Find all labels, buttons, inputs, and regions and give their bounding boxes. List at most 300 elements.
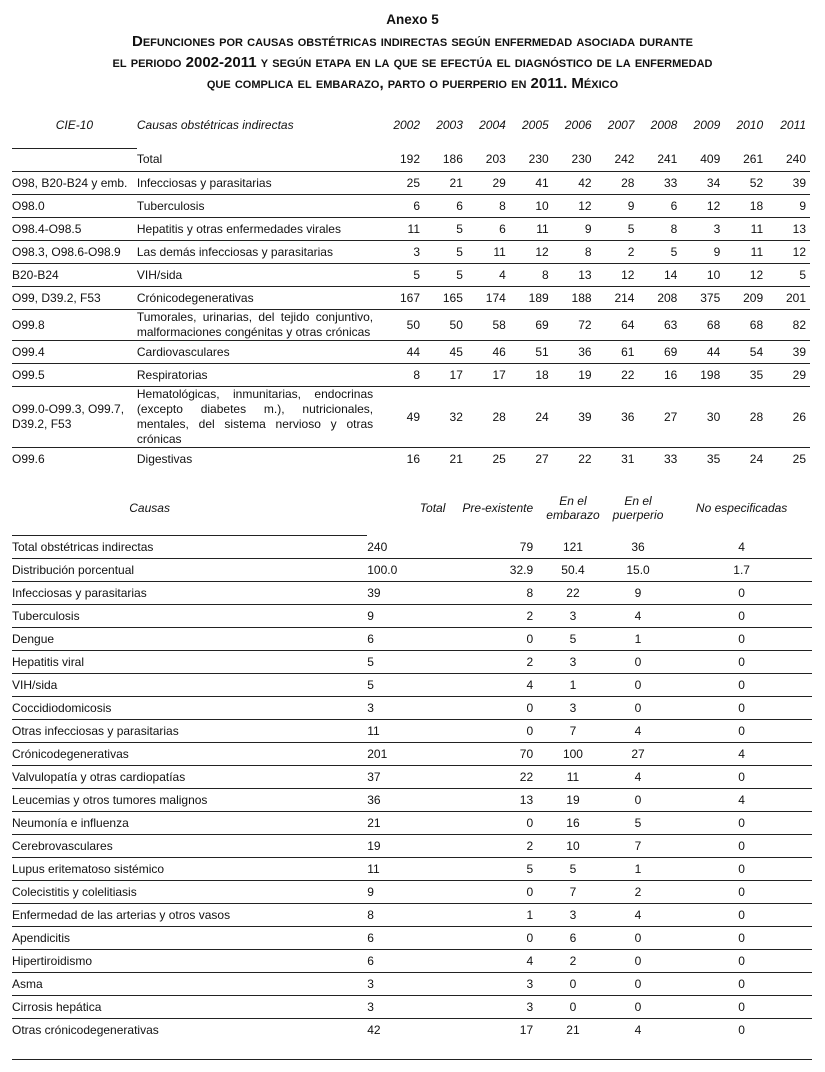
table-row (12, 241, 810, 264)
stage-value: 2 (541, 950, 605, 973)
year-value: 8 (381, 364, 424, 387)
year-value: 12 (724, 264, 767, 287)
cause-name: Cardiovasculares (137, 341, 381, 364)
year-value: 11 (510, 218, 553, 241)
year-value: 30 (681, 387, 724, 448)
stage-value: 2 (457, 651, 541, 674)
column-header: Causas (129, 501, 170, 515)
cause-name: Asma (12, 973, 367, 996)
stage-value: 6 (541, 927, 605, 950)
table-row (12, 651, 812, 674)
year-value: 2 (596, 241, 639, 264)
stage-value: 1 (605, 858, 671, 881)
stage-value: 0 (541, 996, 605, 1019)
stage-value: 0 (457, 812, 541, 835)
cause-name: Hepatitis y otras enfermedades virales (137, 218, 381, 241)
year-value: 375 (681, 287, 724, 310)
year-value: 409 (681, 149, 724, 172)
year-value: 3 (381, 241, 424, 264)
year-value: 9 (767, 195, 810, 218)
stage-value: 11 (367, 858, 457, 881)
cause-name: Hipertiroidismo (12, 950, 367, 973)
stage-value: 9 (367, 881, 457, 904)
cause-name: Otras infecciosas y parasitarias (12, 720, 367, 743)
stage-value: 11 (367, 720, 457, 743)
cause-name: Digestivas (136, 451, 193, 466)
header-year: 2011 (780, 118, 806, 132)
year-value: 35 (724, 364, 767, 387)
year-value: 9 (596, 195, 639, 218)
stage-value: 4 (671, 743, 812, 766)
year-value: 45 (424, 341, 467, 364)
stage-value: 0 (457, 927, 541, 950)
stage-value: 2 (457, 605, 541, 628)
stage-value: 22 (457, 766, 541, 789)
year-value: 8 (638, 218, 681, 241)
cause-name: Las demás infecciosas y parasitarias (137, 241, 381, 264)
year-value: 201 (767, 287, 810, 310)
year-value: 208 (638, 287, 681, 310)
header-year: 2007 (607, 118, 635, 132)
stage-value: 0 (541, 973, 605, 996)
year-value: 36 (553, 341, 596, 364)
stage-value: 1 (541, 674, 605, 697)
year-value: 214 (596, 287, 639, 310)
year-value: 192 (381, 149, 424, 172)
deaths-by-stage-table (12, 494, 812, 1041)
stage-value: 0 (671, 605, 812, 628)
table-row (12, 264, 810, 287)
stage-value: 36 (605, 536, 671, 559)
table-row (12, 195, 810, 218)
year-value: 54 (724, 341, 767, 364)
table-row (12, 835, 812, 858)
stage-value: 3 (541, 697, 605, 720)
stage-value: 3 (541, 605, 605, 628)
stage-value: 0 (671, 582, 812, 605)
cause-name: Otras crónicodegenerativas (12, 1023, 159, 1037)
stage-value: 0 (671, 996, 812, 1019)
cause-name: Hepatitis viral (12, 651, 367, 674)
cie10-code: O98.4-O98.5 (12, 218, 137, 241)
stage-value: 0 (671, 881, 812, 904)
stage-value: 39 (367, 582, 457, 605)
cause-name: Dengue (12, 628, 367, 651)
stage-value: 79 (457, 536, 541, 559)
stage-value: 0 (605, 651, 671, 674)
cause-name: VIH/sida (137, 264, 381, 287)
stage-value: 9 (367, 605, 457, 628)
table-row (12, 927, 812, 950)
year-value: 174 (467, 287, 510, 310)
header-year: 2003 (436, 118, 463, 132)
year-value: 21 (449, 451, 463, 466)
year-value: 33 (638, 172, 681, 195)
stage-value: 36 (367, 789, 457, 812)
year-value: 44 (681, 341, 724, 364)
year-value: 16 (638, 364, 681, 387)
table-row (12, 387, 810, 448)
table-header-row (12, 494, 812, 522)
year-value: 189 (510, 287, 553, 310)
table-row (12, 904, 812, 927)
stage-value: 4 (605, 720, 671, 743)
year-value: 39 (767, 341, 810, 364)
stage-value: 0 (671, 927, 812, 950)
year-value: 63 (638, 310, 681, 341)
year-value: 58 (467, 310, 510, 341)
table-row (12, 996, 812, 1019)
spacer-row (12, 136, 810, 149)
cause-name: Enfermedad de las arterias y otros vasos (12, 904, 367, 927)
table-row (12, 287, 810, 310)
stage-value: 0 (671, 674, 812, 697)
stage-value: 3 (367, 996, 457, 1019)
year-value: 61 (596, 341, 639, 364)
year-value: 32 (424, 387, 467, 448)
year-value: 68 (724, 310, 767, 341)
stage-value: 0 (605, 674, 671, 697)
year-value: 24 (510, 387, 553, 448)
year-value: 10 (510, 195, 553, 218)
total-row (12, 149, 810, 172)
stage-value: 6 (367, 927, 457, 950)
year-value: 19 (553, 364, 596, 387)
table-header-row (12, 114, 810, 136)
year-value: 12 (767, 241, 810, 264)
stage-value: 0 (605, 950, 671, 973)
year-value: 18 (510, 364, 553, 387)
stage-value: 19 (541, 789, 605, 812)
table-row (12, 812, 812, 835)
cause-name: Infecciosas y parasitarias (12, 582, 367, 605)
header-year: 2008 (650, 118, 678, 132)
cause-name: Respiratorias (137, 364, 381, 387)
stage-value: 5 (367, 674, 457, 697)
cause-name: Hematológicas, inmunitarias, endocrinas (excepto diabetes m.), nutricionales, mentales, del sistema nervioso y otras crónicas (137, 387, 381, 448)
cause-name: Crónicodegenerativas (12, 743, 367, 766)
year-value: 11 (724, 218, 767, 241)
year-value: 42 (553, 172, 596, 195)
stage-value: 121 (541, 536, 605, 559)
deaths-by-year-table (12, 114, 810, 470)
year-value: 241 (638, 149, 681, 172)
stage-value: 2 (457, 835, 541, 858)
stage-value: 0 (671, 720, 812, 743)
stage-value: 17 (519, 1023, 534, 1037)
year-value: 188 (553, 287, 596, 310)
stage-value: 27 (605, 743, 671, 766)
stage-value: 0 (671, 904, 812, 927)
stage-value: 2 (605, 881, 671, 904)
stage-value: 3 (541, 651, 605, 674)
year-value: 29 (467, 172, 510, 195)
year-value: 17 (424, 364, 467, 387)
year-value: 5 (424, 218, 467, 241)
year-value: 25 (381, 172, 424, 195)
cie10-code (12, 149, 137, 172)
stage-value: 100 (541, 743, 605, 766)
cause-name: Leucemias y otros tumores malignos (12, 789, 367, 812)
column-header: No especificadas (695, 501, 788, 515)
cause-name: Crónicodegenerativas (137, 287, 381, 310)
year-value: 17 (467, 364, 510, 387)
stage-value: 42 (367, 1023, 381, 1037)
year-value: 72 (553, 310, 596, 341)
stage-value: 0 (457, 720, 541, 743)
stage-value: 0 (605, 973, 671, 996)
column-header: Total (419, 501, 446, 515)
year-value: 50 (424, 310, 467, 341)
year-value: 261 (724, 149, 767, 172)
year-value: 5 (424, 264, 467, 287)
year-value: 50 (381, 310, 424, 341)
stage-value: 19 (367, 835, 457, 858)
column-header: En el puerperio (612, 494, 664, 522)
table-row (12, 341, 810, 364)
stage-value: 1 (457, 904, 541, 927)
year-value: 28 (467, 387, 510, 448)
cause-name: Total obstétricas indirectas (12, 536, 367, 559)
year-value: 203 (467, 149, 510, 172)
cause-name: Tumorales, urinarias, del tejido conjuntivo, malformaciones congénitas y otras crónicas (137, 310, 381, 341)
year-value: 6 (381, 195, 424, 218)
year-value: 13 (553, 264, 596, 287)
stage-value: 10 (541, 835, 605, 858)
column-header: Pre-existente (462, 501, 534, 515)
year-value: 26 (767, 387, 810, 448)
stage-value: 240 (367, 536, 457, 559)
year-value: 165 (424, 287, 467, 310)
stage-value: 5 (605, 812, 671, 835)
cause-name: Valvulopatía y otras cardiopatías (12, 766, 367, 789)
stage-value: 15.0 (605, 559, 671, 582)
stage-value: 4 (457, 950, 541, 973)
table-row (12, 582, 812, 605)
cie10-code: B20-B24 (12, 264, 137, 287)
cause-name: Total (137, 149, 381, 172)
stage-value: 0 (671, 973, 812, 996)
stage-value: 0 (738, 1023, 745, 1037)
stage-value: 7 (605, 835, 671, 858)
cause-name: Infecciosas y parasitarias (137, 172, 381, 195)
table-row (12, 950, 812, 973)
column-header: En el embarazo (546, 494, 600, 522)
year-value: 52 (724, 172, 767, 195)
year-value: 51 (510, 341, 553, 364)
year-value: 29 (767, 364, 810, 387)
year-value: 12 (596, 264, 639, 287)
spacer-cell (12, 522, 367, 536)
year-value: 18 (724, 195, 767, 218)
header-year: 2009 (693, 118, 721, 132)
table-row (12, 448, 810, 471)
year-value: 28 (596, 172, 639, 195)
year-value: 9 (681, 241, 724, 264)
stage-value: 5 (541, 628, 605, 651)
year-value: 12 (553, 195, 596, 218)
stage-value: 201 (367, 743, 457, 766)
table-row (12, 789, 812, 812)
year-value: 44 (381, 341, 424, 364)
header-cie10: CIE-10 (55, 118, 94, 132)
cause-name: Tuberculosis (12, 605, 367, 628)
table-row (12, 697, 812, 720)
stage-value: 0 (671, 835, 812, 858)
header-year: 2004 (479, 118, 506, 132)
year-value: 3 (681, 218, 724, 241)
year-value: 8 (467, 195, 510, 218)
year-value: 39 (553, 387, 596, 448)
stage-value: 1.7 (671, 559, 812, 582)
year-value: 5 (638, 241, 681, 264)
table-row (12, 743, 812, 766)
year-value: 39 (767, 172, 810, 195)
stage-value: 3 (367, 973, 457, 996)
year-value: 198 (681, 364, 724, 387)
year-value: 242 (596, 149, 639, 172)
header-year: 2002 (393, 118, 421, 132)
stage-value: 5 (367, 651, 457, 674)
cie10-code: O99.4 (12, 341, 137, 364)
year-value: 6 (424, 195, 467, 218)
year-value: 22 (578, 451, 592, 466)
year-value: 186 (424, 149, 467, 172)
stage-value: 5 (457, 858, 541, 881)
header-cause: Causas obstétricas indirectas (136, 118, 294, 132)
spacer-cell (12, 136, 137, 149)
stage-value: 3 (367, 697, 457, 720)
stage-value: 0 (605, 789, 671, 812)
cause-name: Distribución porcentual (12, 559, 367, 582)
stage-value: 22 (541, 582, 605, 605)
stage-value: 0 (671, 697, 812, 720)
year-value: 34 (681, 172, 724, 195)
year-value: 12 (510, 241, 553, 264)
table-row (12, 628, 812, 651)
cie10-code: O99, D39.2, F53 (12, 287, 137, 310)
stage-value: 4 (605, 766, 671, 789)
year-value: 31 (621, 451, 635, 466)
table-row (12, 720, 812, 743)
stage-value: 0 (605, 996, 671, 1019)
stage-value: 3 (457, 973, 541, 996)
stage-value: 0 (605, 927, 671, 950)
cause-name: Coccidiodomicosis (12, 697, 367, 720)
year-value: 10 (681, 264, 724, 287)
year-value: 41 (510, 172, 553, 195)
cause-name: Apendicitis (12, 927, 367, 950)
year-value: 82 (767, 310, 810, 341)
year-value: 230 (510, 149, 553, 172)
stage-value: 7 (541, 720, 605, 743)
stage-value: 16 (541, 812, 605, 835)
year-value: 22 (596, 364, 639, 387)
bottom-rule (12, 1059, 812, 1060)
cause-name: Colecistitis y colelitiasis (12, 881, 367, 904)
year-value: 33 (664, 451, 678, 466)
cie10-code: O99.6 (12, 451, 45, 466)
year-value: 11 (467, 241, 510, 264)
spacer-row (12, 522, 812, 536)
year-value: 5 (767, 264, 810, 287)
year-value: 4 (467, 264, 510, 287)
year-value: 69 (638, 341, 681, 364)
table-row (12, 858, 812, 881)
table-row (12, 218, 810, 241)
stage-value: 0 (671, 766, 812, 789)
cie10-code: O99.0-O99.3, O99.7, D39.2, F53 (12, 387, 137, 448)
stage-value: 32.9 (457, 559, 541, 582)
stage-value: 8 (457, 582, 541, 605)
stage-value: 0 (457, 628, 541, 651)
year-value: 5 (381, 264, 424, 287)
header-year: 2005 (521, 118, 549, 132)
annex-label: Anexo 5 (386, 12, 439, 27)
year-value: 24 (749, 451, 764, 466)
title-line-1: Defunciones por causas obstétricas indirectas según enfermedad asociada durante (132, 33, 693, 50)
year-value: 8 (553, 241, 596, 264)
cie10-code: O98.0 (12, 195, 137, 218)
year-value: 167 (381, 287, 424, 310)
table-row (12, 674, 812, 697)
year-value: 240 (767, 149, 810, 172)
stage-value: 0 (671, 950, 812, 973)
header-year: 2006 (564, 118, 592, 132)
stage-value: 4 (671, 536, 812, 559)
cie10-code: O99.8 (12, 310, 137, 341)
stage-value: 21 (566, 1023, 580, 1037)
stage-value: 9 (605, 582, 671, 605)
stage-value: 4 (671, 789, 812, 812)
cause-name: Lupus eritematoso sistémico (12, 858, 367, 881)
stage-value: 5 (541, 858, 605, 881)
cause-name: Tuberculosis (137, 195, 381, 218)
cause-name: Neumonía e influenza (12, 812, 367, 835)
stage-value: 0 (457, 881, 541, 904)
year-value: 28 (724, 387, 767, 448)
year-value: 21 (424, 172, 467, 195)
stage-value: 37 (367, 766, 457, 789)
table-row (12, 536, 812, 559)
year-value: 36 (596, 387, 639, 448)
stage-value: 0 (457, 697, 541, 720)
cause-name: VIH/sida (12, 674, 367, 697)
stage-value: 50.4 (541, 559, 605, 582)
year-value: 25 (492, 451, 506, 466)
year-value: 8 (510, 264, 553, 287)
year-value: 46 (467, 341, 510, 364)
stage-value: 11 (541, 766, 605, 789)
year-value: 35 (706, 451, 721, 466)
year-value: 27 (535, 451, 549, 466)
stage-value: 13 (457, 789, 541, 812)
year-value: 5 (596, 218, 639, 241)
stage-value: 0 (605, 697, 671, 720)
stage-value: 4 (634, 1023, 642, 1037)
stage-value: 6 (367, 628, 457, 651)
table-row (12, 1019, 812, 1042)
cause-name: Cirrosis hepática (12, 996, 367, 1019)
stage-value: 100.0 (367, 559, 457, 582)
cie10-code: O98.3, O98.6-O98.9 (12, 241, 137, 264)
header-year: 2010 (736, 118, 764, 132)
year-value: 64 (596, 310, 639, 341)
year-value: 11 (381, 218, 424, 241)
year-value: 230 (553, 149, 596, 172)
year-value: 69 (510, 310, 553, 341)
table-row (12, 881, 812, 904)
